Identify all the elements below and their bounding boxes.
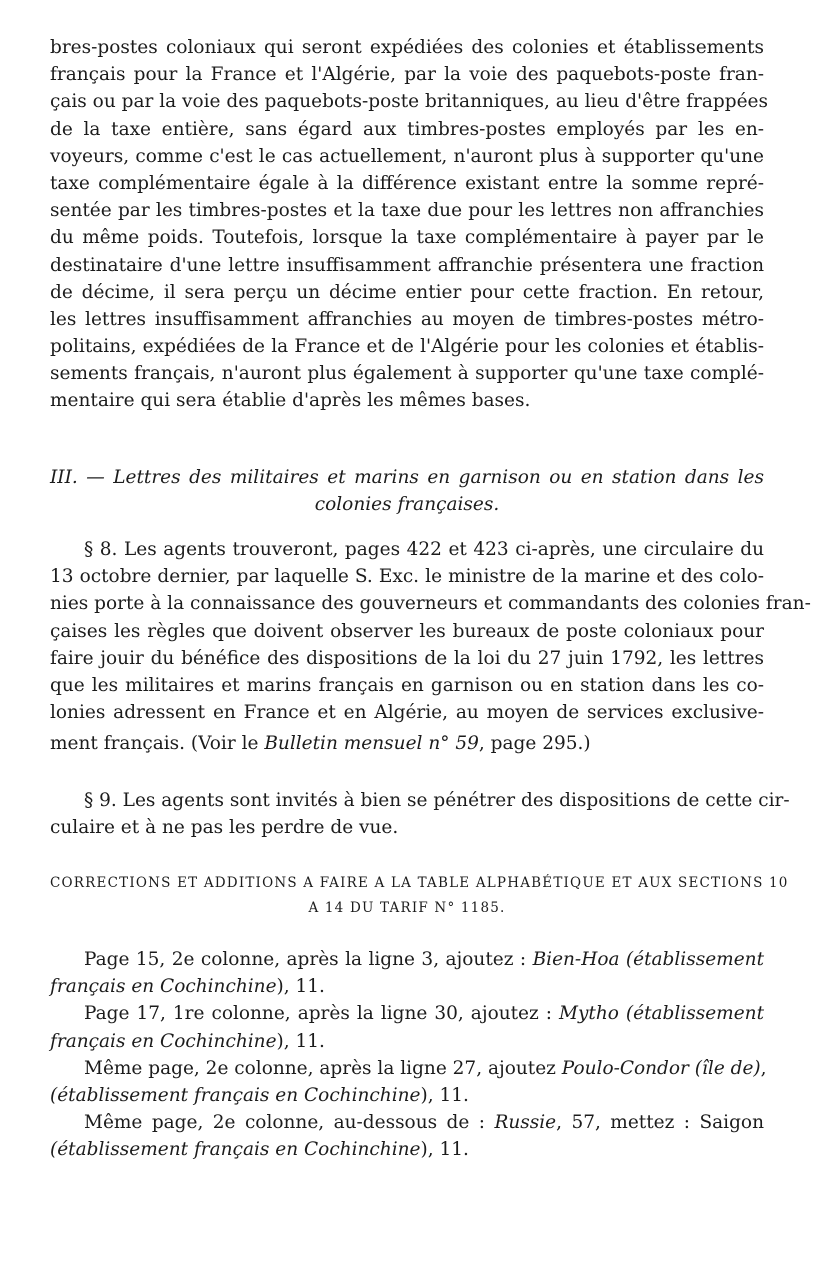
text-line: § 9. Les agents sont invités à bien se pénétrer des dispositions de cette cir-	[84, 790, 790, 811]
place-name: Bien-Hoa (établissement	[532, 949, 764, 970]
text-line: de décime, il sera perçu un décime entier pour cette fraction. En retour,	[50, 281, 764, 303]
text-line: § 8. Les agents trouveront, pages 422 et 423 ci-après, une circulaire du	[84, 539, 764, 560]
place-name: Russie	[494, 1112, 557, 1134]
place-description: (établissement français en Cochinchine	[50, 1139, 421, 1161]
paragraph-9	[50, 787, 790, 841]
text-line: nies porte à la connaissance des gouverneurs et commandants des colonies fran-	[50, 593, 811, 615]
place-description: français en Cochinchine	[50, 1030, 277, 1052]
text-line	[50, 1055, 767, 1082]
corrections-heading	[50, 871, 789, 921]
section-heading-line: colonies françaises.	[314, 494, 500, 516]
text-line: voyeurs, comme c'est le cas actuellement, n'auront plus à supporter qu'une	[50, 145, 764, 167]
text-line	[50, 946, 764, 973]
text-run: ment français. (Voir le	[50, 733, 265, 755]
text-line	[50, 730, 764, 757]
text-line: çaises les règles que doivent observer les bureaux de poste coloniaux pour	[50, 620, 764, 642]
place-description: (établissement français en Cochinchine	[50, 1084, 421, 1106]
text-line: sements français, n'auront plus également à supporter qu'une taxe complé-	[50, 363, 764, 385]
correction-item	[50, 1055, 767, 1109]
text-line	[50, 973, 764, 1000]
text-line: politains, expédiées de la France et de l'Algérie pour les colonies et établis-	[50, 336, 764, 358]
text-run: ), 11.	[420, 1139, 469, 1161]
text-line: faire jouir du bénéfice des dispositions de la loi du 27 juin 1792, les lettres	[50, 647, 764, 669]
correction-item	[50, 946, 764, 1000]
text-line: les lettres insuffisamment affranchies au moyen de timbres-postes métro-	[50, 308, 764, 330]
text-line: mentaire qui sera établie d'après les mêmes bases.	[50, 390, 531, 412]
paragraph-8	[50, 536, 811, 758]
text-run: Même page, 2e colonne, au-dessous de :	[84, 1112, 495, 1134]
text-line: sentée par les timbres-postes et la taxe due pour les lettres non affranchies	[50, 200, 764, 222]
place-description: français en Cochinchine	[50, 976, 277, 998]
text-line: lonies adressent en France et en Algérie, au moyen de services exclusive-	[50, 702, 764, 724]
text-line: de la taxe entière, sans égard aux timbres-postes employés par les en-	[50, 118, 764, 140]
text-line: culaire et à ne pas les perdre de vue.	[50, 817, 399, 839]
text-line	[50, 1028, 764, 1055]
text-run: Même page, 2e colonne, après la ligne 27, ajoutez	[84, 1057, 562, 1079]
text-line	[50, 1082, 764, 1109]
section-heading-line: III. — Lettres des militaires et marins en garnison ou en station dans les	[50, 467, 764, 488]
text-line: bres-postes coloniaux qui seront expédiées des colonies et établissements	[50, 37, 764, 58]
text-line: que les militaires et marins français en garnison ou en station dans les co-	[50, 674, 764, 696]
bulletin-reference: Bulletin mensuel n° 59	[264, 733, 479, 755]
text-line: destinataire d'une lettre insuffisamment affranchie présentera une fraction	[50, 254, 764, 276]
text-run: Page 15, 2e colonne, après la ligne 3, ajoutez :	[84, 949, 533, 970]
text-line	[50, 1000, 764, 1027]
text-line: du même poids. Toutefois, lorsque la taxe complémentaire à payer par le	[50, 227, 764, 249]
text-run: , page 295.)	[478, 733, 591, 755]
text-line: 13 octobre dernier, par laquelle S. Exc. le ministre de la marine et des colo-	[50, 566, 764, 588]
text-run: ), 11.	[420, 1084, 469, 1106]
text-line	[50, 1136, 764, 1163]
correction-item	[50, 1000, 764, 1054]
text-line: français pour la France et l'Algérie, par la voie des paquebots-poste fran-	[50, 64, 764, 86]
text-run: ), 11.	[276, 1030, 325, 1052]
section-heading	[50, 464, 764, 518]
corrections-heading-line: A 14 DU TARIF N° 1185.	[308, 900, 506, 916]
place-name: Poulo-Condor (île de)	[561, 1057, 761, 1079]
text-run: , 57, mettez : Saigon	[556, 1112, 764, 1134]
correction-item	[50, 1109, 764, 1163]
corrections-heading-line: CORRECTIONS ET ADDITIONS A FAIRE A LA TABLE ALPHABÉTIQUE ET AUX SECTIONS 10	[50, 875, 789, 891]
text-run: Page 17, 1re colonne, après la ligne 30, ajoutez :	[84, 1003, 560, 1025]
text-line	[50, 1109, 764, 1136]
text-run: ,	[760, 1057, 767, 1079]
paragraph-continuation	[50, 34, 768, 415]
corrections-list	[50, 946, 767, 1164]
text-run: ), 11.	[276, 976, 325, 998]
text-line: çais ou par la voie des paquebots-poste britanniques, au lieu d'être frappées	[50, 91, 768, 113]
place-name: Mytho (établissement	[559, 1003, 765, 1025]
text-line: taxe complémentaire égale à la différence existant entre la somme repré-	[50, 172, 764, 194]
